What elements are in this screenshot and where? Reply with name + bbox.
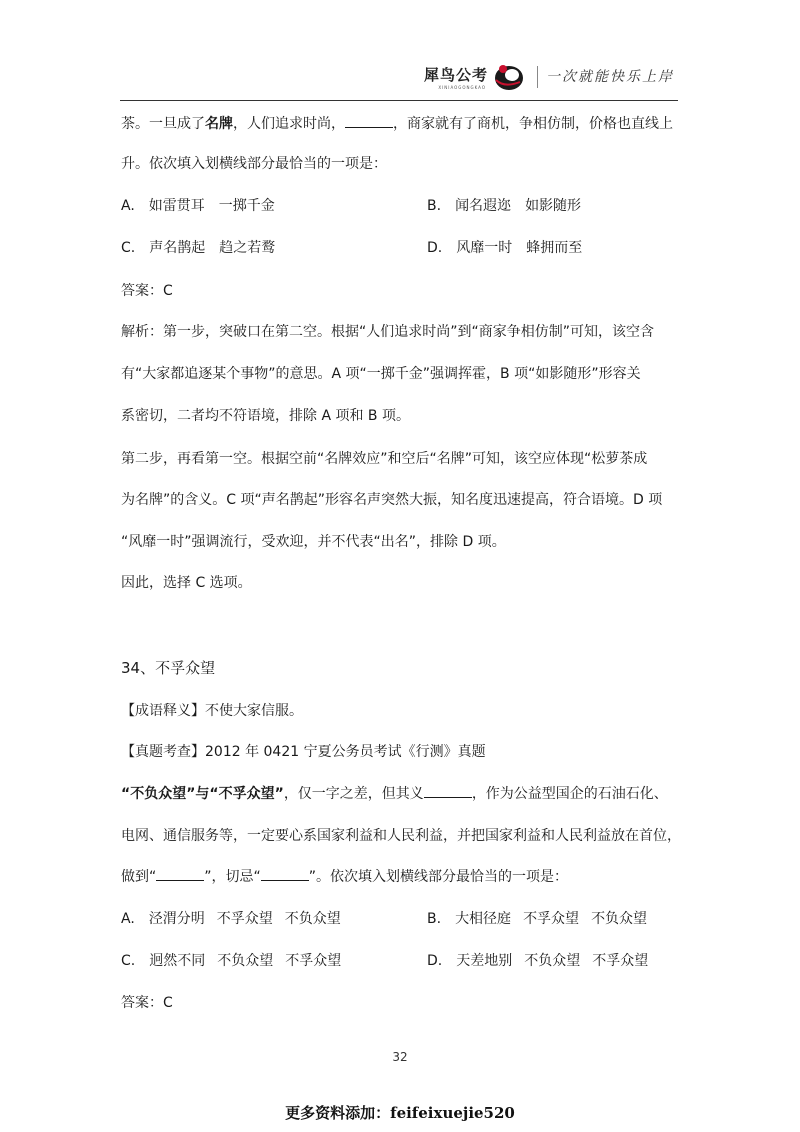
option-word: 如雷贯耳 (148, 198, 205, 214)
q34-stem-line-3 (121, 867, 568, 887)
q33-analysis-line: 因此，选择 C 选项。 (121, 575, 252, 591)
option-word: 不负众望 (284, 911, 341, 927)
option-word: 泾渭分明 (148, 911, 205, 927)
q34-option-b (427, 909, 647, 929)
option-word: 不孚众望 (285, 953, 342, 969)
option-word: 声名鹊起 (149, 240, 206, 256)
option-word: 不负众望 (591, 911, 648, 927)
fill-blank (345, 115, 393, 128)
brand-subtitle: XINIAOGONGKAO (438, 85, 486, 90)
q33-stem-line-2: 升。依次填入划横线部分最恰当的一项是： (121, 156, 387, 172)
option-word: 天差地别 (456, 953, 513, 969)
q33-analysis-line: “风靡一时”强调流行，受欢迎，并不代表“出名”，排除 D 项。 (121, 534, 506, 550)
option-letter: D. (427, 953, 443, 969)
option-word: 不负众望 (217, 953, 274, 969)
q34-text: ，仅一字之差，但其义 (283, 786, 424, 802)
fill-blank (156, 868, 204, 881)
page-header (120, 58, 678, 100)
footer-contact: 更多资料添加：feifeixuejie520 (285, 1104, 515, 1122)
q33-option-b (427, 196, 581, 216)
q34-stem-line-1 (121, 784, 668, 804)
fill-blank (261, 868, 309, 881)
option-word: 蜂拥而至 (526, 240, 583, 256)
slogan: 一次就能快乐上岸 (546, 69, 674, 85)
option-letter: A. (121, 198, 135, 214)
option-letter: A. (121, 911, 135, 927)
q34-option-c (121, 951, 341, 971)
hornbill-logo-icon (492, 62, 526, 92)
q34-answer: 答案：C (121, 995, 173, 1011)
q33-analysis-line: 解析：第一步，突破口在第二空。根据“人们追求时尚”到“商家争相仿制”可知，该空含 (121, 324, 655, 340)
q33-option-d (427, 238, 582, 258)
q34-meaning: 【成语释义】不使大家信服。 (121, 703, 303, 719)
q33-stem-line-1 (121, 114, 673, 134)
option-letter: C. (121, 953, 136, 969)
option-word: 不孚众望 (592, 953, 649, 969)
q33-analysis-line: 有“大家都追逐某个事物”的意思。A 项“一掷千金”强调挥霍，B 项“如影随形”形容关 (121, 366, 641, 382)
q33-analysis-line: 系密切，二者均不符语境，排除 A 项和 B 项。 (121, 408, 410, 424)
option-word: 迥然不同 (149, 953, 206, 969)
q34-text: 做到“ (121, 869, 157, 885)
q33-text: ，人们追求时尚， (233, 116, 345, 132)
option-word: 不负众望 (524, 953, 581, 969)
q33-text: 茶。一旦成了 (121, 116, 205, 132)
q34-text: ，作为公益型国企的石油石化、 (471, 786, 668, 802)
q34-option-a (121, 909, 341, 929)
q33-text: ，商家就有了商机，争相仿制，价格也直线上 (393, 116, 673, 132)
option-letter: D. (427, 240, 443, 256)
option-word: 不孚众望 (523, 911, 580, 927)
option-letter: C. (121, 240, 136, 256)
q33-option-c (121, 238, 275, 258)
option-word: 闻名遐迩 (455, 198, 512, 214)
fill-blank (424, 785, 472, 798)
option-letter: B. (427, 911, 442, 927)
page-number: 32 (392, 1050, 408, 1064)
q33-answer: 答案：C (121, 283, 173, 299)
option-word: 大相径庭 (455, 911, 512, 927)
option-word: 风靡一时 (456, 240, 513, 256)
option-letter: B. (427, 198, 442, 214)
q34-option-d (427, 951, 648, 971)
q34-stem-line-2: 电网、通信服务等，一定要心系国家利益和人民利益，并把国家利益和人民利益放在首位， (121, 828, 681, 844)
q34-source: 【真题考查】2012 年 0421 宁夏公务员考试《行测》真题 (121, 744, 486, 760)
q33-analysis-line: 第二步，再看第一空。根据空前“名牌效应”和空后“名牌”可知，该空应体现“松萝茶成 (121, 451, 648, 467)
option-word: 不孚众望 (216, 911, 273, 927)
q34-text: ”。依次填入划横线部分最恰当的一项是： (308, 869, 569, 885)
q33-bold-text: 名牌 (205, 116, 233, 132)
header-rule (120, 100, 678, 101)
q34-bold-text: “不负众望”与“不孚众望” (121, 786, 284, 802)
q34-text: ”，切忌“ (204, 869, 261, 885)
option-word: 一掷千金 (218, 198, 275, 214)
q33-analysis-line: 为名牌”的含义。C 项“声名鹊起”形容名声突然大振，知名度迅速提高，符合语境。D 项 (121, 492, 663, 508)
header-separator (537, 66, 538, 88)
option-word: 如影随形 (525, 198, 582, 214)
q33-option-a (121, 196, 275, 216)
brand-name: 犀鸟公考 (423, 66, 488, 84)
q34-title: 34、不孚众望 (121, 659, 216, 677)
option-word: 趋之若鹜 (219, 240, 276, 256)
